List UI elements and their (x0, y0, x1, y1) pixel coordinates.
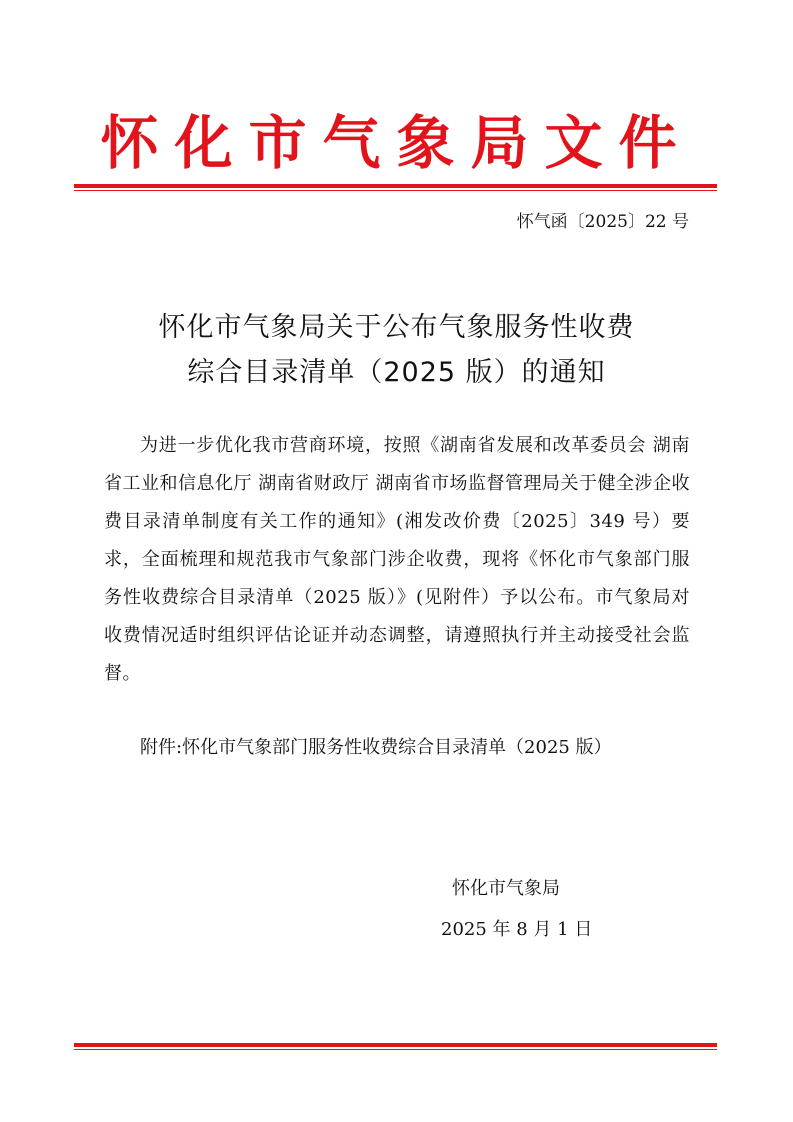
signatory: 怀化市气象局 (452, 878, 560, 899)
masthead-rule (74, 184, 717, 188)
attachment-note: 附件:怀化市气象部门服务性收费综合目录清单（2025 版） (140, 737, 612, 758)
document-title-line-1: 怀化市气象局关于公布气象服务性收费 (158, 312, 635, 343)
document-title-line-2: 综合目录清单（2025 版）的通知 (187, 357, 606, 388)
masthead-title: 怀化市气象局文件 (100, 109, 693, 177)
body-paragraph: 为进一步优化我市营商环境，按照《湖南省发展和改革委员会 湖南省工业和信息化厅 湖南省财政厅 湖南省市场监督管理局关于健全涉企收费目录清单制度有关工作的通知》(湘发改价费〔2025〕349 号）要求，全面梳理和规范我市气象部门涉企收费，现将《怀化市气象部门服务性收费综合目录清单（2025 版）》(见附件）予以公布。市气象局对收费情况适时组织评估论证并动态调整，请遵照执行并主动接受社会监督。 (104, 435, 690, 684)
document-number: 怀气函〔2025〕22 号 (516, 212, 689, 232)
issue-date: 2025 年 8 月 1 日 (441, 919, 593, 940)
footer-rule (74, 1043, 717, 1047)
document-title (0, 305, 793, 395)
